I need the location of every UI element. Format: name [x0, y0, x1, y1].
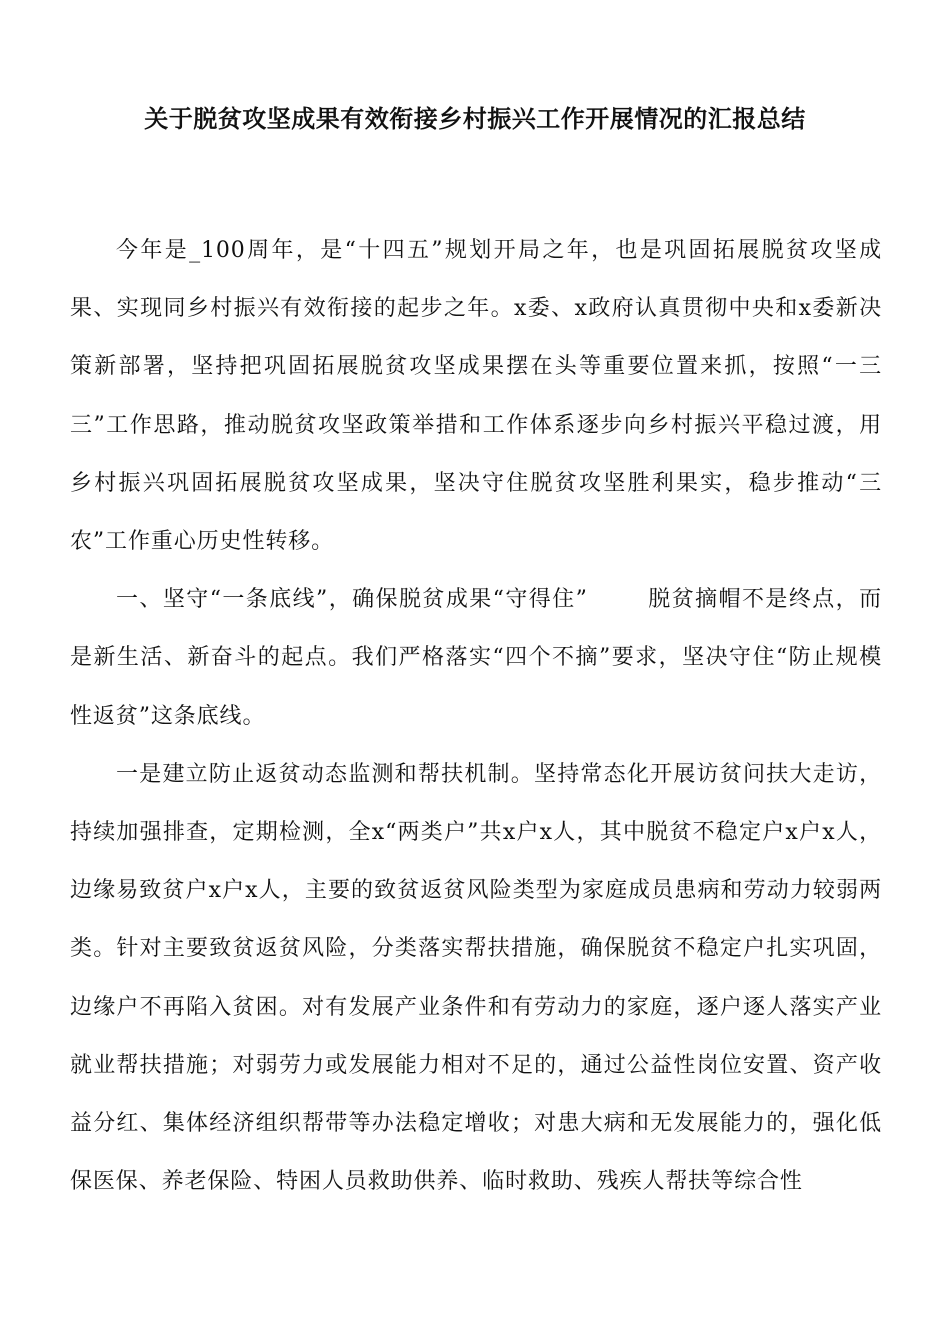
paragraph-monitoring-mechanism: 一是建立防止返贫动态监测和帮扶机制。坚持常态化开展访贫问扶大走访，持续加强排查，定期检测，全x“两类户”共x户x人，其中脱贫不稳定户x户x人，边缘易致贫户x户x人，主要的致贫返贫风险类型为家庭成员患病和劳动力较弱两类。针对主要致贫返贫风险，分类落实帮扶措施，确保脱贫不稳定户扎实巩固，边缘户不再陷入贫困。对有发展产业条件和有劳动力的家庭，逐户逐人落实产业就业帮扶措施；对弱劳力或发展能力相对不足的，通过公益性岗位安置、资产收益分红、集体经济组织帮带等办法稳定增收；对患大病和无发展能力的，强化低保医保、养老保险、特困人员救助供养、临时救助、残疾人帮扶等综合性 [70, 761, 882, 1195]
section-one-text: 脱贫摘帽不是终点，而是新生活、新奋斗的起点。我们严格落实“四个不摘”要求，坚决守住“防止规模性返贫”这条底线。 [70, 587, 882, 729]
paragraph-section-one [70, 571, 882, 746]
paragraph-intro: 今年是_100周年，是“十四五”规划开局之年，也是巩固拓展脱贫攻坚成果、实现同乡村振兴有效衔接的起步之年。x委、x政府认真贯彻中央和x委新决策新部署，坚持把巩固拓展脱贫攻坚成果摆在头等重要位置来抓，按照“一三三”工作思路，推动脱贫攻坚政策举措和工作体系逐步向乡村振兴平稳过渡，用乡村振兴巩固拓展脱贫攻坚成果，坚决守住脱贫攻坚胜利果实，稳步推动“三农”工作重心历史性转移。 [70, 238, 882, 555]
document-title: 关于脱贫攻坚成果有效衔接乡村振兴工作开展情况的汇报总结 [144, 105, 806, 133]
section-heading-one: 一、坚守“一条底线”，确保脱贫成果“守得住” [116, 587, 588, 613]
document-body [70, 222, 882, 1211]
